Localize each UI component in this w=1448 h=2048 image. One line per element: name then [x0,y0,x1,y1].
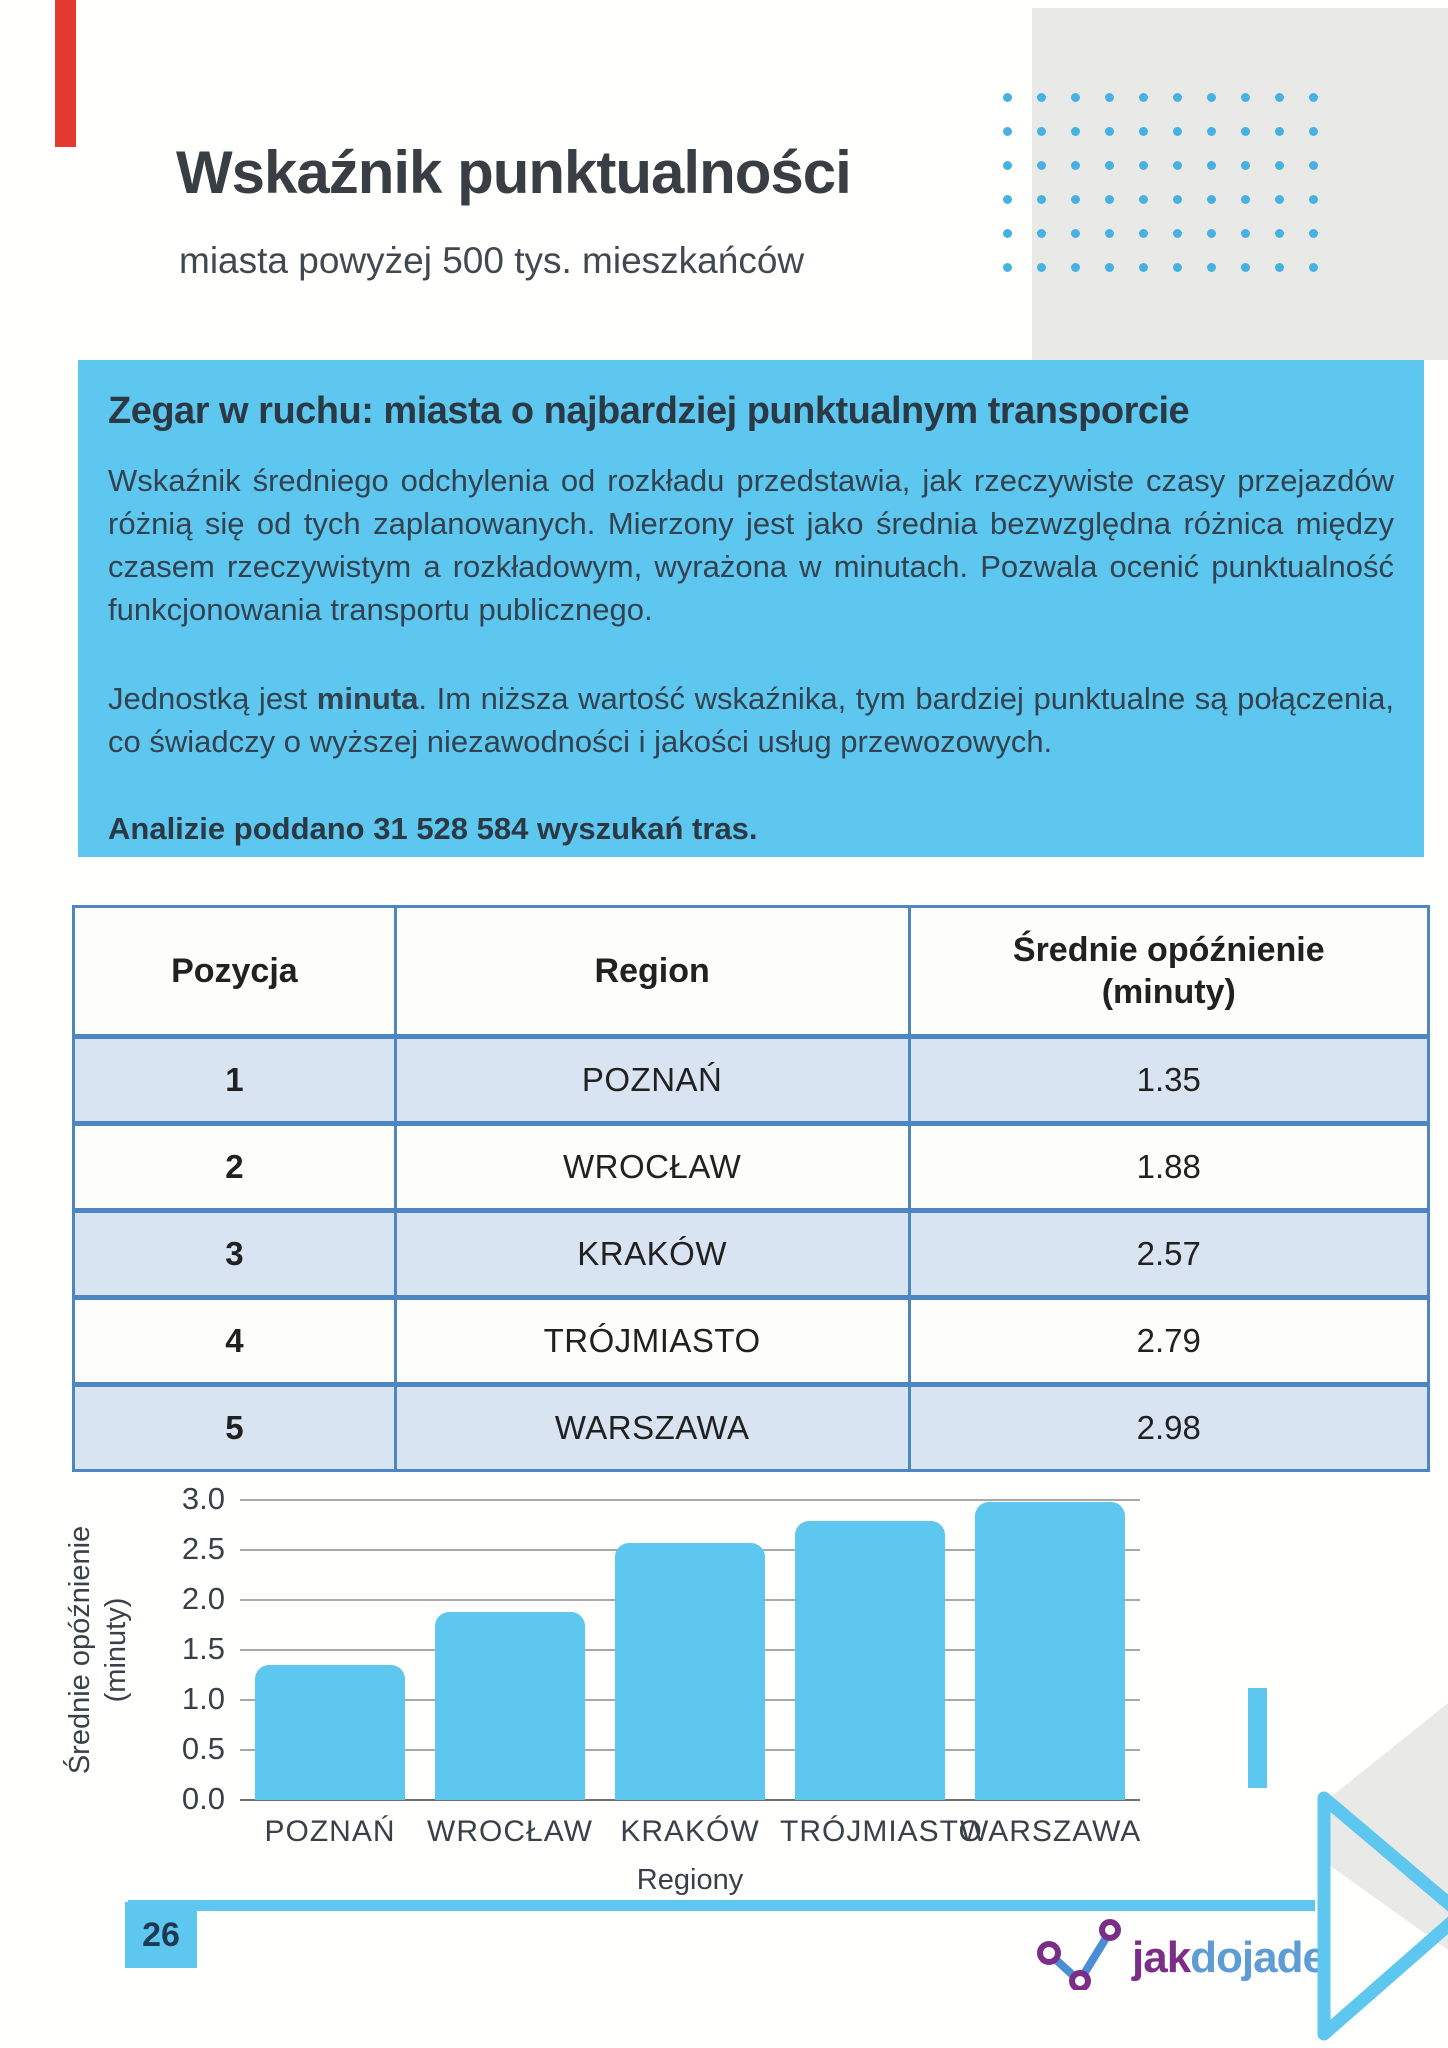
y-axis-label-line2: (minuty) [100,1597,132,1703]
y-tick-label: 3.0 [181,1481,225,1516]
y-tick-label: 2.0 [181,1581,225,1616]
info-paragraph-2-prefix: Jednostką jest [108,681,317,716]
table-header-region: Region [397,908,911,1034]
cell-opoznienie: 1.88 [1136,1148,1201,1185]
y-tick-label: 1.5 [181,1631,225,1666]
dot [1207,161,1216,170]
dot [1241,195,1250,204]
dot [1003,195,1012,204]
dot [1003,161,1012,170]
dot [1275,127,1284,136]
dots-pattern [990,80,1330,284]
dot [1105,127,1114,136]
dot [1071,161,1080,170]
dot [1037,161,1046,170]
table-row [75,1295,1427,1382]
info-box [78,360,1424,857]
y-axis-label-line1: Średnie opóźnienie [64,1525,96,1775]
table-row [75,1208,1427,1295]
dot [1309,195,1318,204]
dot [1275,229,1284,238]
x-category-label: POZNAŃ [264,1815,396,1848]
table-header-pozycja: Pozycja [75,908,397,1034]
dot [1275,161,1284,170]
bar-kraków [615,1543,765,1800]
cell-pozycja: 5 [75,1387,397,1469]
table-header-opoznienie: Średnie opóźnienie (minuty) [1012,930,1325,1011]
x-category-label: KRAKÓW [620,1815,760,1848]
cell-opoznienie: 2.98 [1136,1409,1201,1446]
cell-pozycja: 4 [75,1300,397,1382]
table-body [75,1034,1427,1469]
dot [1241,263,1250,272]
x-axis-title: Regiony [636,1864,744,1896]
ranking-table [72,905,1430,1472]
gridline [240,1499,1140,1501]
dot [1309,93,1318,102]
dot [1309,263,1318,272]
info-paragraph-2-suffix: . Im niższa wartość wskaźnika, tym bardziej punktualne są połączenia, co świadczy o wyższej niezawodności i jakości usług przewozowych. [108,681,1394,759]
dot [1071,127,1080,136]
info-paragraph-3: Analizie poddano 31 528 584 wyszukań tras. [108,811,758,846]
dot [1173,263,1182,272]
dot [1139,127,1148,136]
table-header-row [75,908,1427,1034]
dot [1207,229,1216,238]
page-title: Wskaźnik punktualności [176,139,851,206]
dot [1037,229,1046,238]
dot [1003,263,1012,272]
x-category-label: WARSZAWA [960,1815,1142,1848]
dot [1207,195,1216,204]
info-paragraph-1: Wskaźnik średniego odchylenia od rozkładu przedstawia, jak rzeczywiste czasy przejazdów różnią się od tych zaplanowanych. Mierzony jest jako średnia bezwzględna różnica między czasem rzeczywistym a rozkładowym, wyrażona w minutach. Pozwala ocenić punktualność funkcjonowania transportu publicznego. [108,463,1394,627]
info-paragraph-2-bold: minuta [316,681,419,716]
y-tick-label: 1.0 [181,1681,225,1716]
dot [1207,93,1216,102]
cell-pozycja: 3 [75,1213,397,1295]
red-accent-bar [55,0,76,147]
dot [1071,263,1080,272]
dot [1241,161,1250,170]
dot [1071,195,1080,204]
table-row [75,1382,1427,1469]
dot [1275,93,1284,102]
info-box-heading: Zegar w ruchu: miasta o najbardziej punktualnym transporcie [108,390,1190,432]
cell-region: WARSZAWA [397,1387,911,1469]
dot [1241,229,1250,238]
y-tick-label: 0.0 [181,1781,225,1816]
dot [1173,161,1182,170]
dot [1173,229,1182,238]
dot [1105,93,1114,102]
dot [1173,93,1182,102]
dot [1139,161,1148,170]
cell-region: TRÓJMIASTO [397,1300,911,1382]
y-tick-label: 0.5 [181,1731,225,1766]
y-tick-label: 2.5 [181,1531,225,1566]
cell-region: POZNAŃ [397,1039,911,1121]
dot [1105,229,1114,238]
bar-trójmiasto [795,1521,945,1800]
dot [1037,127,1046,136]
dot [1003,229,1012,238]
bar-wrocław [435,1612,585,1800]
logo-text-jak: jak [1132,1933,1191,1982]
table-row [75,1121,1427,1208]
chart-plot-area [240,1500,1140,1800]
page-number-badge: 26 [125,1902,197,1968]
corner-gray-band [1322,1703,1448,1950]
dot [1207,127,1216,136]
logo-text-dojade: dojade [1190,1933,1326,1982]
dot [1139,93,1148,102]
cell-opoznienie: 2.79 [1136,1322,1201,1359]
dot [1309,229,1318,238]
dot [1173,195,1182,204]
dot [1173,127,1182,136]
footer-line [128,1900,1315,1911]
dot [1241,127,1250,136]
cell-pozycja: 2 [75,1126,397,1208]
bar-poznań [255,1665,405,1800]
dot [1105,161,1114,170]
dot [1071,229,1080,238]
bar-warszawa [975,1502,1125,1800]
dot [1275,195,1284,204]
dot [1003,93,1012,102]
cell-region: KRAKÓW [397,1213,911,1295]
x-category-label: WROCŁAW [427,1815,593,1848]
info-paragraph-2 [108,677,1394,763]
cell-opoznienie: 1.35 [1136,1061,1201,1098]
dot [1105,263,1114,272]
x-category-label: TRÓJMIASTO [780,1815,983,1848]
dot [1207,263,1216,272]
dot [1037,93,1046,102]
corner-decoration [1218,1688,1448,2048]
dot [1309,161,1318,170]
table-row [75,1034,1427,1121]
dot [1037,263,1046,272]
cell-opoznienie: 2.57 [1136,1235,1201,1272]
dot [1037,195,1046,204]
dot [1309,127,1318,136]
dot [1139,263,1148,272]
dot [1003,127,1012,136]
corner-blue-strip [1248,1688,1267,1788]
jakdojade-route-icon [1030,1918,1122,1990]
dot [1071,93,1080,102]
dot [1241,93,1250,102]
cell-pozycja: 1 [75,1039,397,1121]
dot [1139,195,1148,204]
dot [1139,229,1148,238]
page-subtitle: miasta powyżej 500 tys. mieszkańców [179,240,805,281]
cell-region: WROCŁAW [397,1126,911,1208]
dot [1105,195,1114,204]
dot [1275,263,1284,272]
